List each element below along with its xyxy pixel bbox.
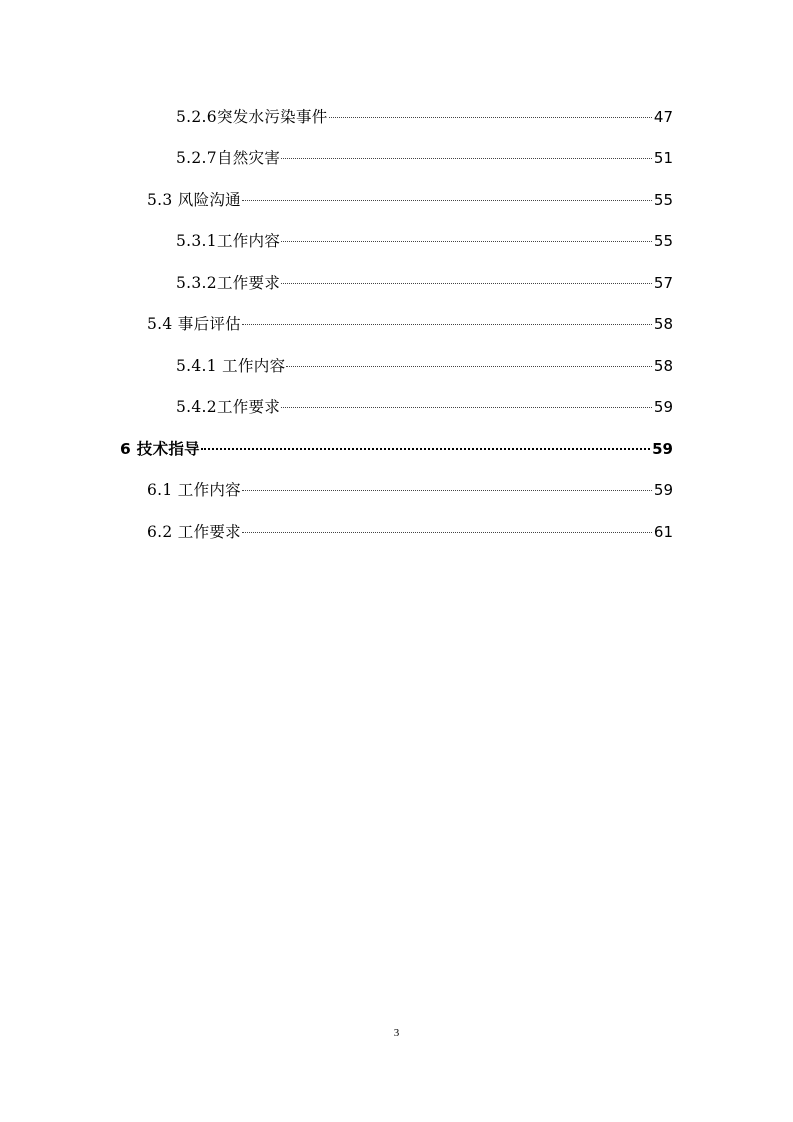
toc-entry-title: 5.4.2工作要求 [176, 398, 281, 416]
toc-entry-page: 47 [653, 108, 673, 126]
toc-dot-leader [281, 407, 652, 408]
toc-entry-title: 5.3.2工作要求 [176, 274, 281, 292]
toc-entry-title: 6.2 工作要求 [147, 523, 241, 541]
toc-dot-leader [281, 241, 652, 242]
toc-entry-page: 55 [653, 191, 673, 209]
toc-dot-leader [242, 200, 652, 201]
toc-entry-5-3-2[interactable] [176, 271, 673, 295]
toc-entry-6[interactable] [120, 437, 673, 461]
toc-entry-page: 51 [653, 149, 673, 167]
toc-entry-5-3-1[interactable] [176, 229, 673, 253]
toc-dot-leader [281, 158, 652, 159]
toc-dot-leader [286, 366, 652, 367]
toc-entry-page: 59 [653, 481, 673, 499]
toc-entry-page: 57 [653, 274, 673, 292]
toc-dot-leader [201, 448, 650, 450]
toc-entry-5-4[interactable] [147, 312, 673, 336]
toc-entry-page: 61 [653, 523, 673, 541]
toc-entry-6-1[interactable] [147, 478, 673, 502]
toc-entry-title: 5.2.6突发水污染事件 [176, 108, 328, 126]
toc-entry-5-2-7[interactable] [176, 146, 673, 170]
page-number: 3 [393, 1027, 400, 1039]
toc-entry-title: 5.2.7自然灾害 [176, 149, 281, 167]
toc-dot-leader [242, 490, 652, 491]
toc-entry-title: 5.3.1工作内容 [176, 232, 281, 250]
toc-entry-page: 58 [653, 357, 673, 375]
toc-entry-5-4-1[interactable] [176, 354, 673, 378]
toc-entry-6-2[interactable] [147, 520, 673, 544]
toc-entry-page: 58 [653, 315, 673, 333]
toc-dot-leader [242, 324, 652, 325]
toc-entry-page: 59 [652, 440, 673, 458]
toc-entry-title: 6 技术指导 [120, 440, 200, 458]
toc-entry-5-2-6[interactable] [176, 105, 673, 129]
toc-entry-title: 5.4 事后评估 [147, 315, 241, 333]
toc-entry-page: 59 [653, 398, 673, 416]
toc-entry-title: 5.4.1 工作内容 [176, 357, 286, 375]
toc-entry-title: 6.1 工作内容 [147, 481, 241, 499]
toc-entry-5-3[interactable] [147, 188, 673, 212]
toc-dot-leader [242, 532, 652, 533]
toc-dot-leader [281, 283, 652, 284]
toc-entry-5-4-2[interactable] [176, 395, 673, 419]
toc-entry-page: 55 [653, 232, 673, 250]
toc-entry-title: 5.3 风险沟通 [147, 191, 241, 209]
toc-dot-leader [329, 117, 652, 118]
